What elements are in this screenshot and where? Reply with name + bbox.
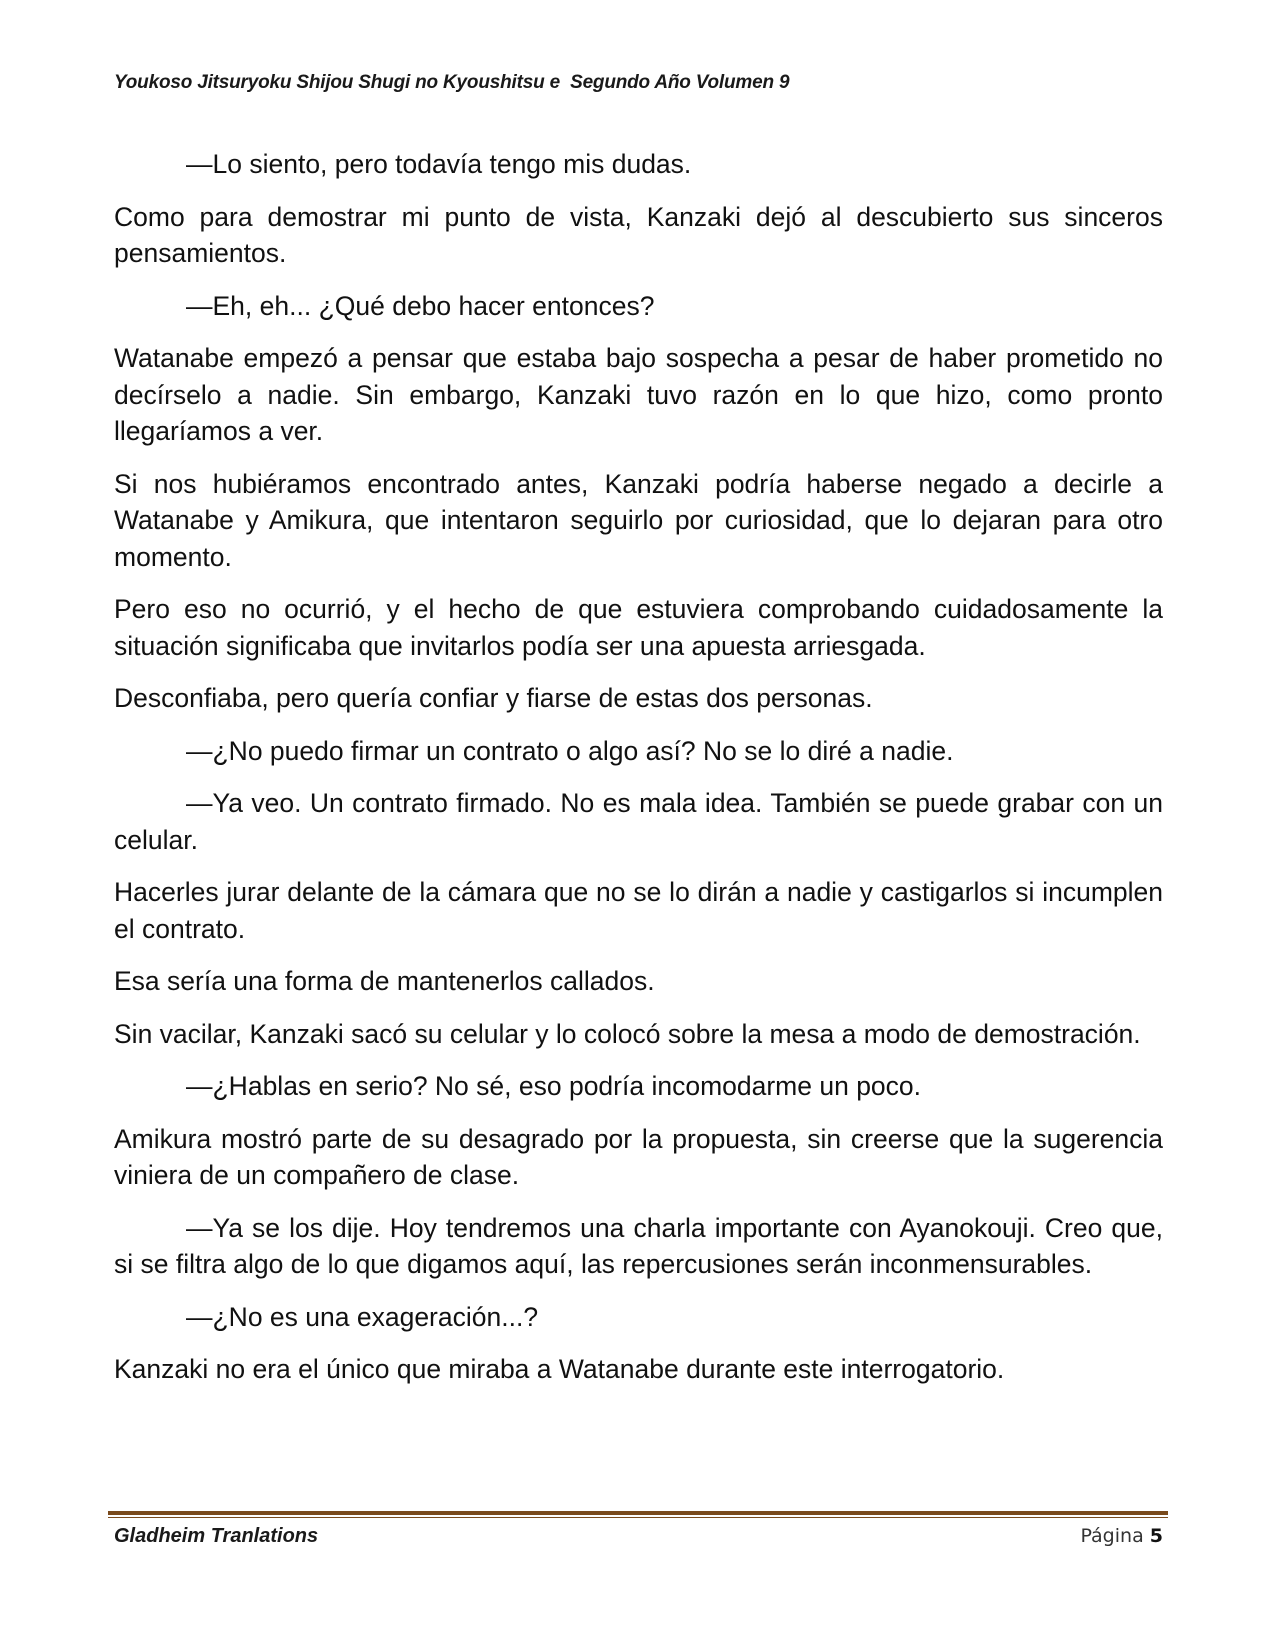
dialogue-paragraph: —¿No puedo firmar un contrato o algo así? No se lo diré a nadie. [186,735,954,766]
dialogue-paragraph: —¿No es una exageración...? [186,1301,539,1332]
dialogue-paragraph: —Eh, eh... ¿Qué debo hacer entonces? [186,290,655,321]
narration-paragraph: Sin vacilar, Kanzaki sacó su celular y lo colocó sobre la mesa a modo de demostración. [114,1018,1141,1049]
dialogue-paragraph: —Ya veo. Un contrato firmado. No es mala idea. También se puede grabar con un celular. [114,788,1163,855]
narration-paragraph: Hacerles jurar delante de la cámara que no se lo dirán a nadie y castigarlos si incumplen el contrato. [114,877,1163,944]
page-body [114,146,1163,1404]
narration-paragraph: Si nos hubiéramos encontrado antes, Kanzaki podría haberse negado a decirle a Watanabe y Amikura, que intentaron seguirlo por curiosidad, que lo dejaran para otro momento. [114,468,1163,572]
footer-divider-thin [108,1517,1168,1518]
narration-paragraph: Watanabe empezó a pensar que estaba bajo sospecha a pesar de haber prometido no decírselo a nadie. Sin embargo, Kanzaki tuvo razón en lo que hizo, como pronto llegaríamos a ver. [114,343,1163,446]
narration-paragraph: Desconfiaba, pero quería confiar y fiarse de estas dos personas. [114,683,873,713]
page-number-label [1080,1525,1163,1547]
running-header: Youkoso Jitsuryoku Shijou Shugi no Kyoushitsu e Segundo Año Volumen 9 [114,72,790,93]
narration-paragraph: Como para demostrar mi punto de vista, Kanzaki dejó al descubierto sus sinceros pensamientos. [114,201,1163,268]
page-label: Página [1080,1525,1144,1547]
narration-paragraph: Amikura mostró parte de su desagrado por la propuesta, sin creerse que la sugerencia viniera de un compañero de clase. [114,1123,1163,1190]
narration-paragraph: Esa sería una forma de mantenerlos callados. [114,966,655,996]
narration-paragraph: Pero eso no ocurrió, y el hecho de que estuviera comprobando cuidadosamente la situación significaba que invitarlos podía ser una apuesta arriesgada. [114,594,1163,661]
footer-publisher: Gladheim Tranlations [114,1525,319,1547]
page-number: 5 [1149,1525,1163,1547]
footer-divider-thick [108,1511,1168,1515]
dialogue-paragraph: —Ya se los dije. Hoy tendremos una charla importante con Ayanokouji. Creo que, si se filtra algo de lo que digamos aquí, las repercusiones serán inconmensurables. [114,1212,1163,1279]
footer-divider [108,1511,1168,1519]
narration-paragraph: Kanzaki no era el único que miraba a Watanabe durante este interrogatorio. [114,1354,1005,1384]
dialogue-paragraph: —¿Hablas en serio? No sé, eso podría incomodarme un poco. [186,1071,922,1101]
dialogue-paragraph: —Lo siento, pero todavía tengo mis dudas. [186,149,692,179]
